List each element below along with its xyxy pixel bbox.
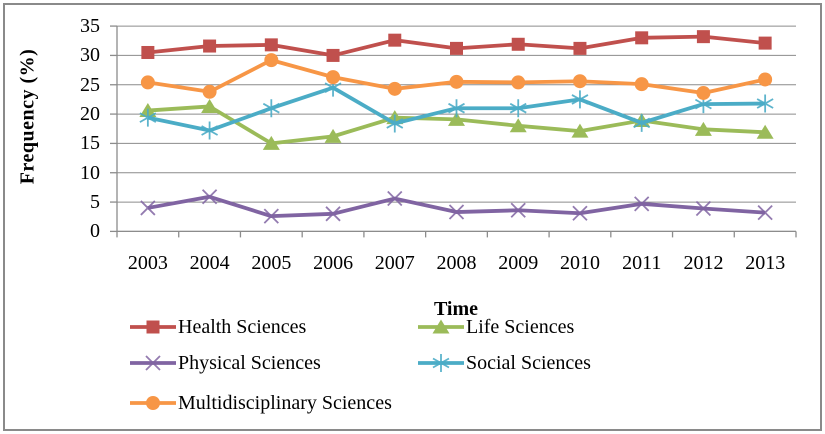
square-marker-icon [388,34,401,47]
legend-label: Life Sciences [466,316,575,338]
y-tick-label: 35 [80,15,100,38]
circle-marker-icon [450,75,464,89]
square-marker-icon [512,38,525,51]
health-sciences-legend-marker [130,317,176,337]
life-sciences-legend-marker [418,317,464,337]
x-tick-label: 2004 [189,252,230,274]
square-marker-icon [203,40,216,53]
series-multidisciplinary-sciences [141,53,772,100]
circle-marker-icon [146,396,160,410]
legend-item-health-sciences [130,317,306,337]
circle-marker-icon [141,75,155,89]
legend-label: Health Sciences [178,316,307,338]
square-marker-icon [141,46,154,59]
circle-marker-icon [388,82,402,96]
x-tick-label: 2008 [436,252,477,274]
circle-marker-icon [758,72,772,86]
y-tick-label: 20 [80,103,100,126]
circle-marker-icon [511,75,525,89]
y-tick-label: 5 [90,191,100,214]
square-marker-icon [573,42,586,55]
square-marker-icon [265,38,278,51]
legend-item-social-sciences [418,353,591,373]
x-tick-label: 2013 [745,252,786,274]
circle-marker-icon [573,74,587,88]
legend-item-physical-sciences [130,353,321,373]
social-sciences-legend-marker [418,353,464,373]
x-tick-label: 2010 [560,252,600,274]
circle-marker-icon [203,85,217,99]
x-tick-label: 2003 [127,252,168,274]
legend-label: Multidisciplinary Sciences [178,392,392,414]
circle-marker-icon [326,70,340,84]
x-tick-label: 2006 [313,252,354,274]
legend-label: Physical Sciences [178,352,321,374]
circle-marker-icon [264,53,278,67]
square-marker-icon [697,30,710,43]
x-tick-label: 2009 [498,252,539,274]
y-tick-label: 15 [80,132,100,155]
x-tick-label: 2011 [622,252,662,274]
y-tick-label: 30 [80,44,100,67]
circle-marker-icon [696,86,710,100]
x-tick-label: 2012 [683,252,724,274]
series-health-sciences [141,30,771,62]
x-tick-label: 2005 [251,252,292,274]
y-tick-label: 10 [80,161,100,184]
legend-item-multidisciplinary-sciences [130,393,392,413]
y-tick-label: 25 [80,73,100,96]
physical-sciences-legend-marker [130,353,176,373]
multidisciplinary-sciences-legend-marker [130,393,176,413]
square-marker-icon [759,37,772,50]
series-physical-sciences [141,190,772,223]
square-marker-icon [327,49,340,62]
y-axis-title: Frequency (%) [16,48,39,185]
square-marker-icon [147,321,160,334]
x-tick-label: 2007 [374,252,415,274]
x-axis-title: Time [433,298,479,320]
y-tick-label: 0 [90,220,100,243]
square-marker-icon [450,42,463,55]
square-marker-icon [635,31,648,44]
legend-label: Social Sciences [466,352,591,374]
x-axis-tick-labels [117,251,796,275]
circle-marker-icon [635,77,649,91]
legend-item-life-sciences [418,317,574,337]
